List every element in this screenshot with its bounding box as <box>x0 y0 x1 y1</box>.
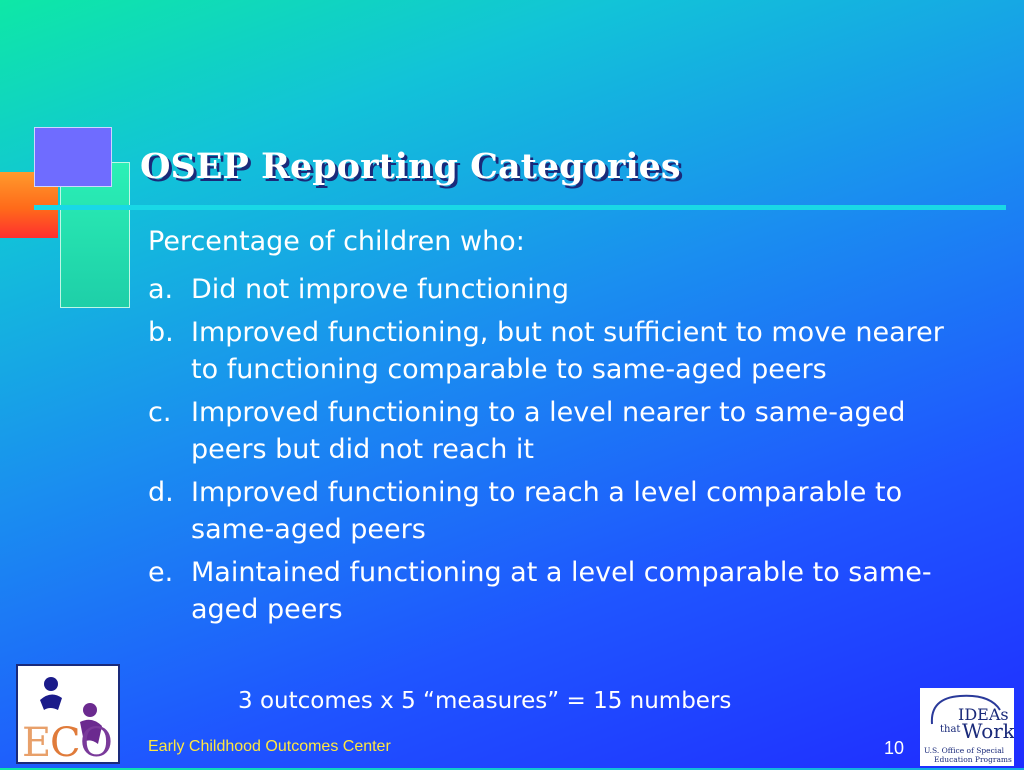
ideas-logo-icon <box>920 688 1014 766</box>
ideas-caption-line2: Education Programs <box>934 755 1012 764</box>
list-intro: Percentage of children who: <box>148 226 525 257</box>
list-item-d <box>148 474 978 548</box>
list-marker: b. <box>148 317 174 348</box>
ideas-caption-line1: U.S. Office of Special <box>924 746 1005 755</box>
list-item-a <box>148 271 978 308</box>
that-word: that <box>940 724 961 735</box>
ideas-word: IDEAs <box>958 705 1009 724</box>
decorative-blue-square <box>34 127 112 187</box>
eco-logo-icon <box>18 666 118 762</box>
list-text: Improved functioning, but not sufficient to move nearer to functioning comparable to same-aged peers <box>191 317 944 385</box>
page-number: 10 <box>884 738 905 758</box>
list-marker: a. <box>148 274 174 305</box>
list-text: Did not improve functioning <box>191 274 569 305</box>
category-list <box>148 271 978 634</box>
title-underline-rule <box>34 205 1006 210</box>
eco-letter-e: E <box>22 720 52 762</box>
list-marker: e. <box>148 557 174 588</box>
list-text: Improved functioning to a level nearer to same-aged peers but did not reach it <box>191 397 906 465</box>
list-marker: c. <box>148 397 172 428</box>
list-item-c <box>148 394 978 468</box>
eco-letter-c: C <box>50 720 81 762</box>
slide-title: OSEP Reporting Categories <box>140 146 681 187</box>
eco-letter-o: O <box>80 720 113 762</box>
outcomes-formula: 3 outcomes x 5 “measures” = 15 numbers <box>238 688 732 714</box>
ideas-that-work-logo <box>920 688 1014 766</box>
list-marker: d. <box>148 477 174 508</box>
eco-logo <box>16 664 120 764</box>
list-text: Improved functioning to reach a level comparable to same-aged peers <box>191 477 903 545</box>
list-item-e <box>148 554 978 628</box>
list-text: Maintained functioning at a level comparable to same-aged peers <box>191 557 932 625</box>
list-item-b <box>148 314 978 388</box>
footer-organization: Early Childhood Outcomes Center <box>148 738 391 755</box>
work-word: Work <box>962 719 1014 743</box>
